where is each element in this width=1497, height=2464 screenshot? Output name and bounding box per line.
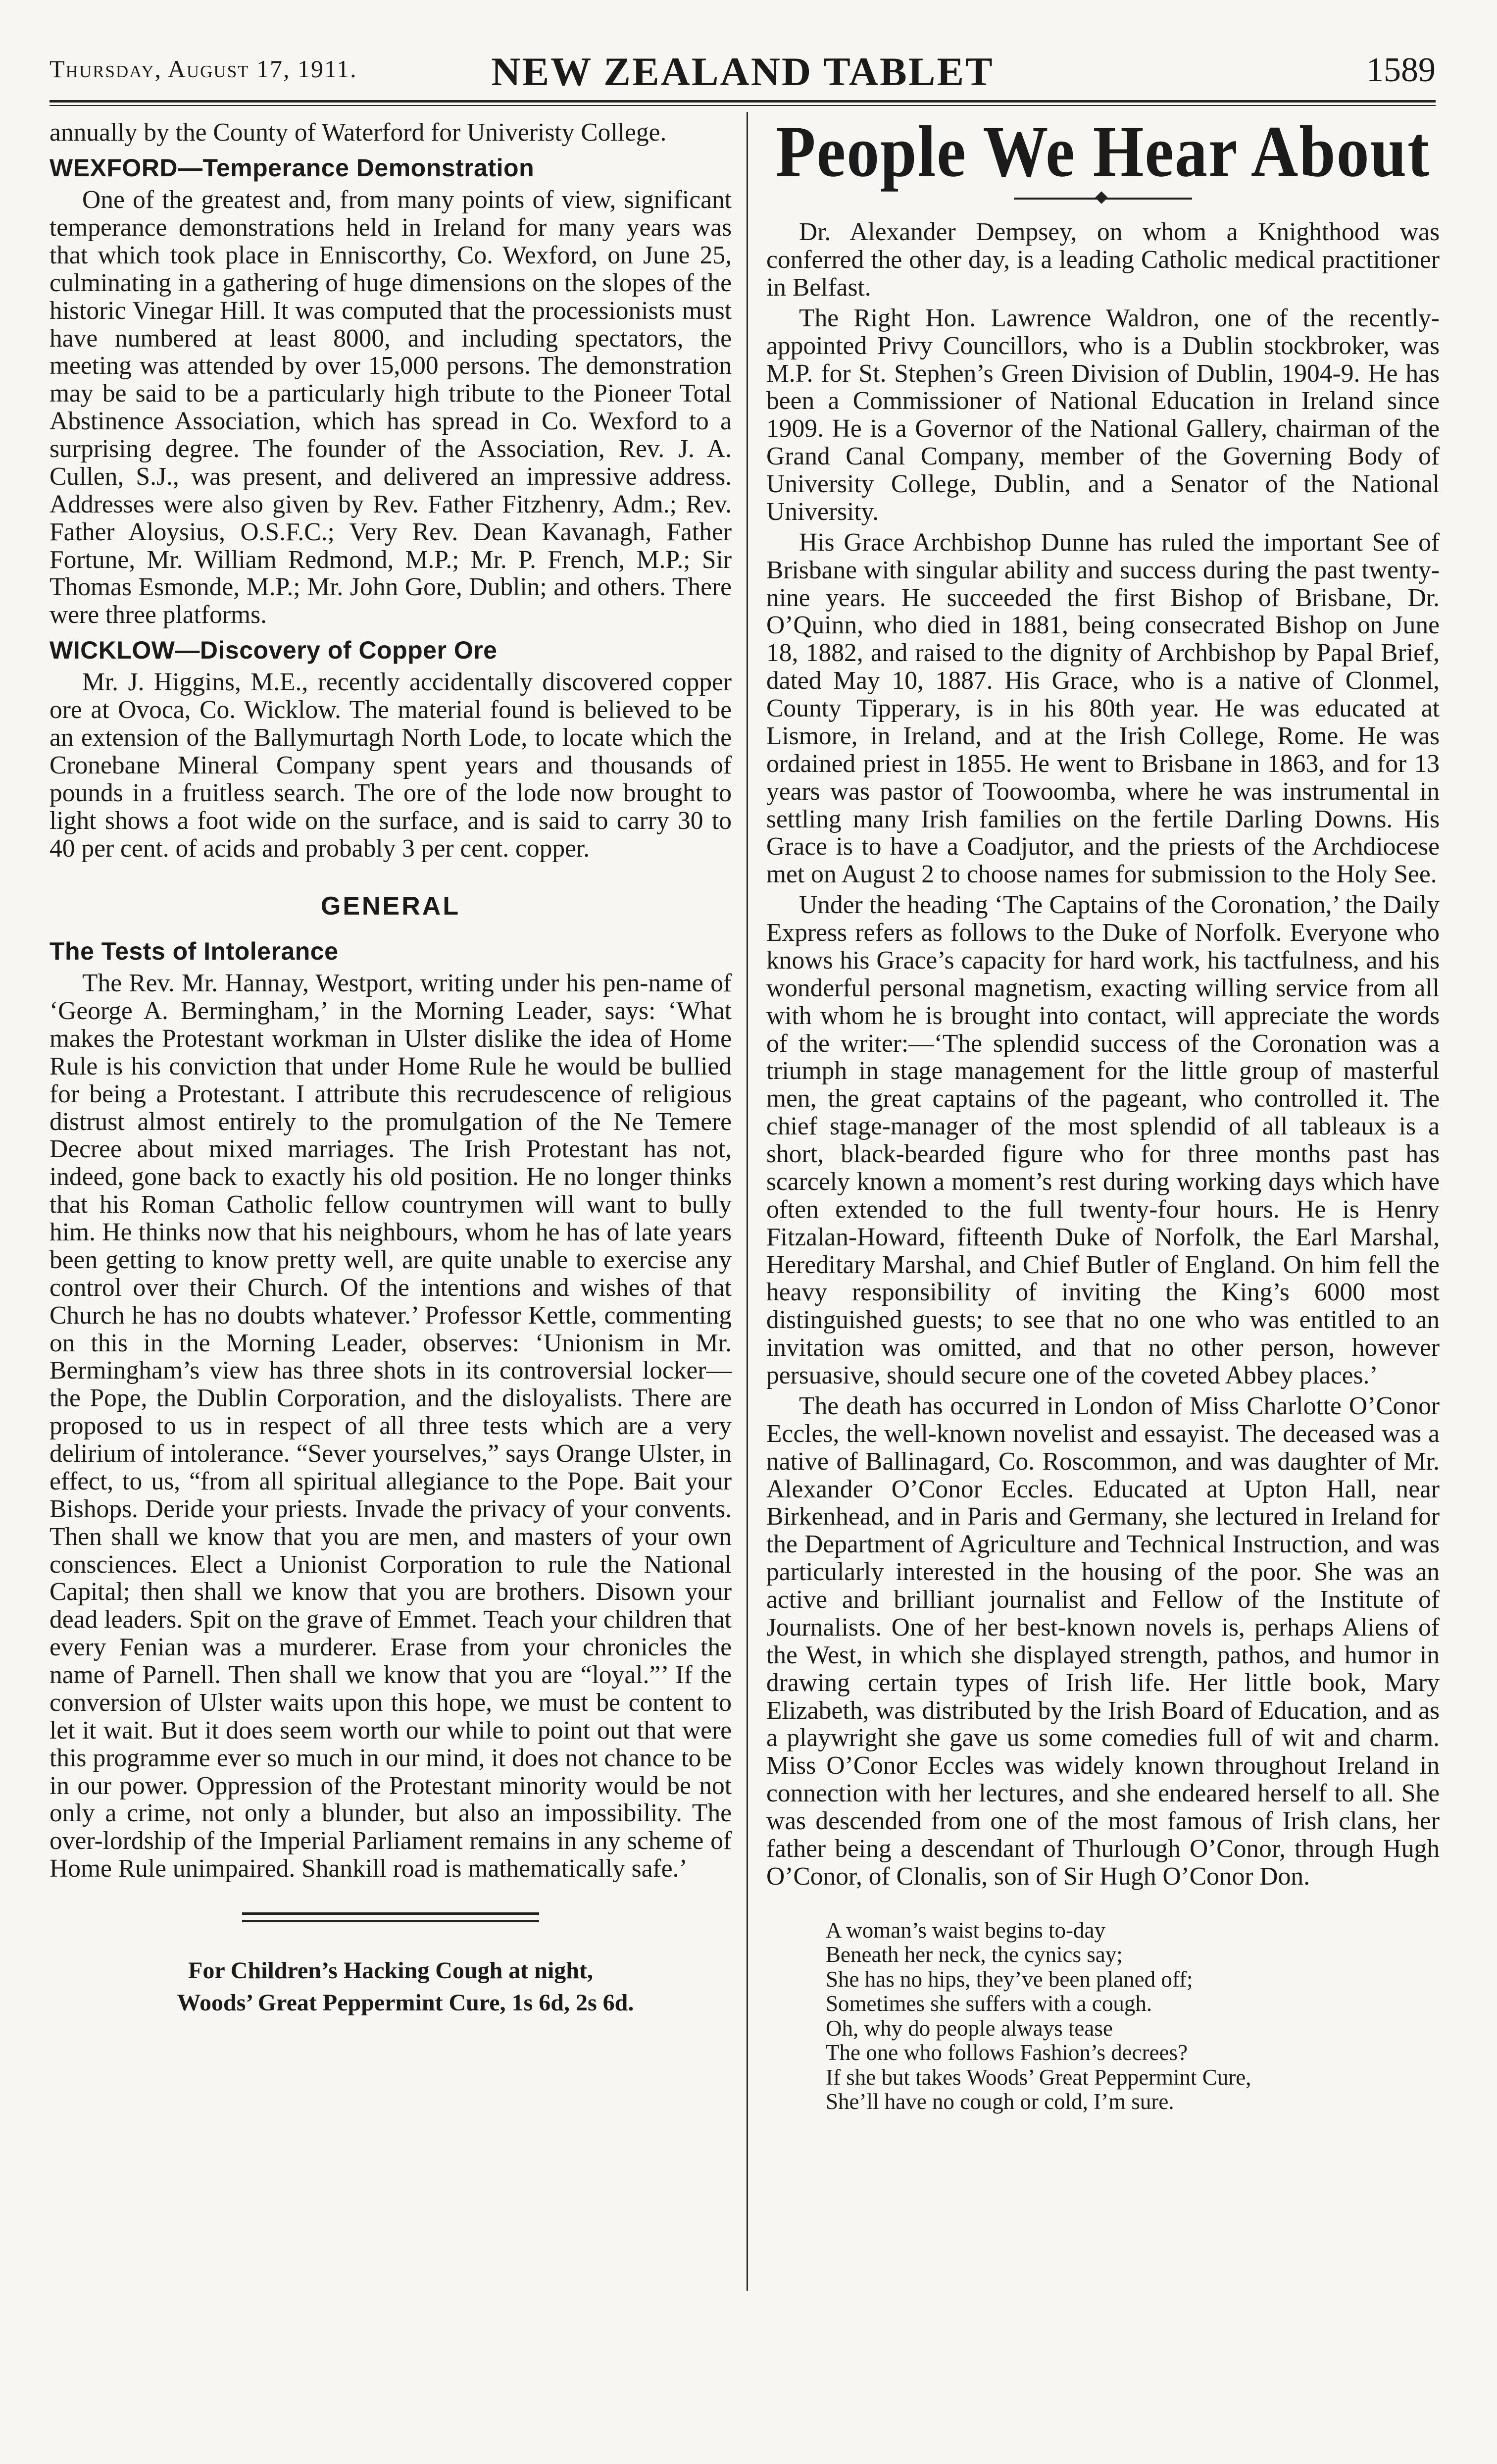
section-title: People We Hear About <box>775 110 1431 192</box>
tests-heading: The Tests of Intolerance <box>50 937 339 965</box>
poem-line: The one who follows Fashion’s decrees? <box>826 2040 1188 2065</box>
advert-line-2: Woods’ Great Peppermint Cure, 1s 6d, 2s 6d. <box>177 1989 634 2016</box>
poem-line: If she but takes Woods’ Great Peppermint Cure, <box>826 2064 1251 2090</box>
wexford-heading: WEXFORD—Temperance Demonstration <box>50 154 535 182</box>
poem-line: Sometimes she suffers with a cough. <box>826 1991 1152 2016</box>
norfolk-paragraph: Under the heading ‘The Captains of the Coronation,’ the Daily Express refers as follows to the Duke of Norfolk. Everyone who knows his Grace’s capacity for hard work, his tactfulness, and his wonderful personal magnetism, exacting willing service from all with whom he is brought into contact, will appreciate the words of the writer:—‘The splendid success of the Coronation was a triumph in stage management for the little group of masterful men, the great captains of the pageant, who controlled it. The chief stage-manager of the most splendid of all tableaux is a short, black-bearded figure who for three months past has scarcely known a moment’s rest during working days which have often extended to the full twenty-four hours. He is Henry Fitzalan-Howard, fifteenth Duke of Norfolk, the Earl Marshal, Hereditary Marshal, and Chief Butler of England. On him fell the heavy responsibility of inviting the King’s 6000 most distinguished guests; to see that no one who was entitled to an invitation was omitted, and that no other person, however persuasive, should secure one of the coveted Abbey places.’ <box>766 891 1440 1390</box>
header-rule <box>50 100 1436 103</box>
waldron-paragraph: The Right Hon. Lawrence Waldron, one of the recently-appointed Privy Councillors, who is a Dublin stockbroker, was M.P. for St. Stephen’s Green Division of Dublin, 1904-9. He has been a Commissioner of National Education in Ireland since 1909. He is a Governor of the National Gallery, chairman of the Grand Canal Company, member of the Governing Body of University College, Dublin, and a Senator of the National University. <box>766 304 1440 526</box>
wexford-paragraph: One of the greatest and, from many points of view, significant temperance demonstrations held in Ireland for many years was that which took place in Enniscorthy, Co. Wexford, on June 25, culminating in a gathering of huge dimensions on the slopes of the historic Vinegar Hill. It was computed that the processionists must have numbered at least 8000, and including spectators, the meeting was attended by over 15,000 persons. The demonstration may be said to be a particularly high tribute to the Pioneer Total Abstinence Association, which has spread in Co. Wexford to a surprising degree. The founder of the Association, Rev. J. A. Cullen, S.J., was present, and delivered an impressive address. Addresses were also given by Rev. Father Fitzhenry, Adm.; Rev. Father Aloysius, O.S.F.C.; Very Rev. Dean Kavanagh, Father Fortune, Mr. William Redmond, M.P.; Mr. P. French, M.P.; Sir Thomas Esmonde, M.P.; Mr. John Gore, Dublin; and others. There were three platforms. <box>50 186 732 629</box>
header-rule-thin <box>50 105 1436 106</box>
wicklow-paragraph: Mr. J. Higgins, M.E., recently accidentally discovered copper ore at Ovoca, Co. Wicklow. The material found is believed to be an extension of the Ballymurtagh North Lode, to locate which the Cronebane Mineral Company spent years and thousands of pounds in a fruitless search. The ore of the lode now brought to light shows a foot wide on the surface, and is said to carry 30 to 40 per cent. of acids and probably 3 per cent. copper. <box>50 668 732 863</box>
poem-line: She’ll have no cough or cold, I’m sure. <box>826 2089 1174 2114</box>
eccles-paragraph: The death has occurred in London of Miss Charlotte O’Conor Eccles, the well-known novelist and essayist. The deceased was a native of Ballinagard, Co. Roscommon, and was daughter of Mr. Alexander O’Conor Eccles. Educated at Upton Hall, near Birkenhead, and in Paris and Germany, she lectured in Ireland for the Department of Agriculture and Technical Instruction, and was particularly interested in the housing of the poor. She was an active and brilliant journalist and Fellow of the Institute of Journalists. One of her best-known novels is, perhaps Aliens of the West, in which she displayed strength, pathos, and humor in drawing certain types of Irish life. Her little book, Mary Elizabeth, was distributed by the Irish Board of Education, and as a playwright she gave us some comedies full of wit and charm. Miss O’Conor Eccles was widely known throughout Ireland in connection with her lectures, and she endeared herself to all. She was descended from one of the most famous of Irish clans, her father being a descendant of Thurlough O’Conor, through Hugh O’Conor, of Clonalis, son of Sir Hugh O’Conor Don. <box>766 1391 1440 1891</box>
ornament-rule <box>1014 198 1192 200</box>
dunne-paragraph: His Grace Archbishop Dunne has ruled the important See of Brisbane with singular ability and success during the past twenty-nine years. He succeeded the first Bishop of Brisbane, Dr. O’Quinn, who died in 1881, being consecrated Bishop on June 18, 1882, and raised to the dignity of Archbishop by Papal Brief, dated May 10, 1887. His Grace, who is a native of Clonmel, County Tipperary, is in his 80th year. He was educated at Lismore, in Ireland, and at the Irish College, Rome. He was ordained priest in 1855. He went to Brisbane in 1863, and for 13 years was pastor of Toowoomba, where he was instrumental in settling many Irish families on the fertile Darling Downs. His Grace is to have a Coadjutor, and the priests of the Archdiocese met on August 2 to choose names for submission to the Holy See. <box>766 528 1440 889</box>
page-number: 1589 <box>1366 51 1436 89</box>
poem-line: Oh, why do people always tease <box>826 2015 1113 2041</box>
double-rule <box>242 1912 539 1922</box>
advert-line-1: For Children’s Hacking Cough at night, <box>188 1957 593 1984</box>
poem-line: A woman’s waist begins to-day <box>826 1917 1105 1943</box>
masthead-title: NEW ZEALAND TABLET <box>491 49 994 94</box>
header-date: Thursday, August 17, 1911. <box>50 55 357 83</box>
poem-line: She has no hips, they’ve been planed off; <box>826 1966 1193 1992</box>
wicklow-heading: WICKLOW—Discovery of Copper Ore <box>50 636 498 665</box>
page-header <box>50 49 1436 98</box>
right-column <box>766 110 1440 2114</box>
dempsey-paragraph: Dr. Alexander Dempsey, on whom a Knighthood was conferred the other day, is a leading Catholic medical practitioner in Belfast. <box>766 218 1440 302</box>
poem <box>826 1918 1440 2114</box>
advert <box>50 1955 732 2019</box>
tests-paragraph: The Rev. Mr. Hannay, Westport, writing under his pen-name of ‘George A. Bermingham,’ in the Morning Leader, says: ‘What makes the Protestant workman in Ulster dislike the idea of Home Rule is his conviction that under Home Rule he would be bullied for being a Protestant. I attribute this recrudescence of religious distrust almost entirely to the promulgation of the Ne Temere Decree about mixed marriages. The Irish Protestant has not, indeed, gone back to exactly his old position. He no longer thinks that his Roman Catholic fellow countrymen will want to bully him. He thinks now that his neighbours, whom he has of late years been getting to know pretty well, are quite unable to exercise any control over their Church. Of the intentions and wishes of that Church he has no doubts whatever.’ Professor Kettle, commenting on this in the Morning Leader, observes: ‘Unionism in Mr. Bermingham’s view has three shots in its controversial locker—the Pope, the Dublin Corporation, and the disloyalists. There are proposed to us in respect of all three tests which are a very delirium of intolerance. “Sever yourselves,” says Orange Ulster, in effect, to us, “from all spiritual allegiance to the Pope. Bait your Bishops. Deride your priests. Invade the privacy of your convents. Then shall we know that you are men, and masters of your own consciences. Elect a Unionist Corporation to rule the National Capital; then shall we know that you are brothers. Disown your dead leaders. Spit on the grave of Emmet. Teach your children that every Fenian was a murderer. Erase from your chronicles the name of Parnell. Then shall we know that you are “loyal.”’ If the conversion of Ulster waits upon this hope, we must be content to let it wait. But it does seem worth our while to point out that were this programme ever so much in our mind, it does not chance to be in our power. Oppression of the Protestant minority would be not only a crime, not only a blunder, but also an impossibility. The over-lordship of the Imperial Parliament remains in any scheme of Home Rule unimpaired. Shankill road is mathematically safe.’ <box>50 969 732 1883</box>
left-column <box>50 119 732 2019</box>
intro-paragraph: annually by the County of Waterford for Univeristy College. <box>50 118 667 147</box>
poem-line: Beneath her neck, the cynics say; <box>826 1942 1123 1967</box>
column-divider <box>747 112 748 2291</box>
general-heading: GENERAL <box>320 891 461 921</box>
